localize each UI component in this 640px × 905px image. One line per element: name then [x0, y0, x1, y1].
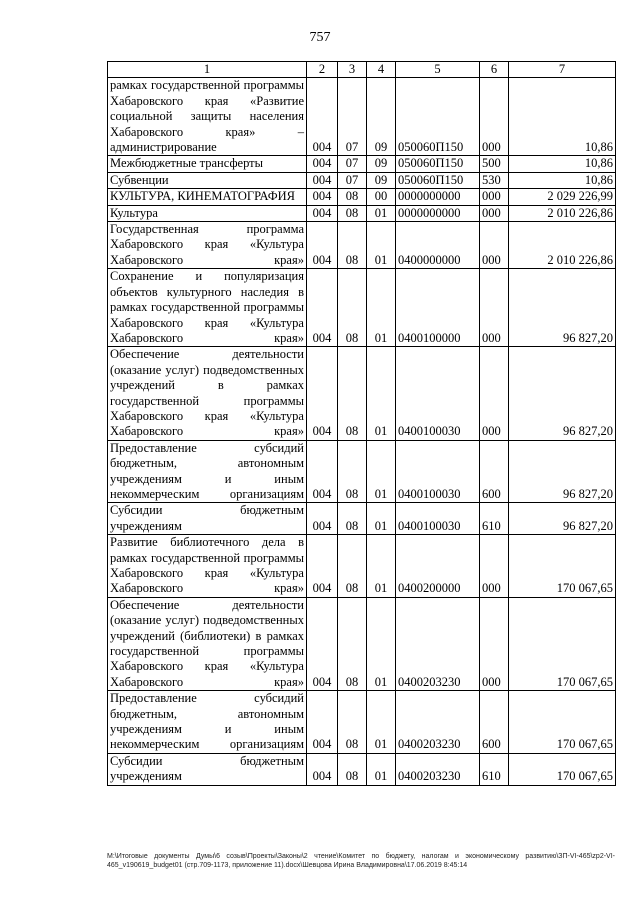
subsection-code-cell: 01 — [367, 503, 396, 535]
subsection-code-cell: 01 — [367, 753, 396, 785]
section-code-cell: 08 — [338, 205, 367, 221]
ministry-code-cell: 004 — [307, 156, 338, 172]
expense-type-cell: 610 — [480, 753, 509, 785]
section-code-cell: 08 — [338, 347, 367, 440]
ministry-code-cell: 004 — [307, 347, 338, 440]
ministry-code-cell: 004 — [307, 172, 338, 188]
target-article-cell: 0400203230 — [396, 753, 480, 785]
section-code-cell: 08 — [338, 535, 367, 598]
expense-type-cell: 000 — [480, 189, 509, 205]
table-row — [108, 222, 616, 269]
row-name-cell: КУЛЬТУРА, КИНЕМАТОГРАФИЯ — [108, 189, 307, 205]
row-name-cell: Субсидии бюджетным учреждениям — [108, 753, 307, 785]
section-code-cell: 08 — [338, 440, 367, 503]
target-article-cell: 0400200000 — [396, 535, 480, 598]
table-row — [108, 503, 616, 535]
expense-type-cell: 530 — [480, 172, 509, 188]
table-row — [108, 172, 616, 188]
amount-cell: 10,86 — [509, 78, 616, 156]
amount-cell: 96 827,20 — [509, 347, 616, 440]
table-row — [108, 535, 616, 598]
target-article-cell: 0400100000 — [396, 269, 480, 347]
expense-type-cell: 000 — [480, 269, 509, 347]
expense-type-cell: 600 — [480, 691, 509, 754]
ministry-code-cell: 004 — [307, 78, 338, 156]
amount-cell: 2 010 226,86 — [509, 222, 616, 269]
section-code-cell: 08 — [338, 753, 367, 785]
target-article-cell: 0400100030 — [396, 440, 480, 503]
ministry-code-cell: 004 — [307, 535, 338, 598]
section-code-cell: 08 — [338, 503, 367, 535]
section-code-cell: 08 — [338, 597, 367, 690]
header-cell: 7 — [509, 62, 616, 78]
target-article-cell: 0000000000 — [396, 189, 480, 205]
table-row — [108, 440, 616, 503]
subsection-code-cell: 01 — [367, 440, 396, 503]
row-name-cell: Субсидии бюджетным учреждениям — [108, 503, 307, 535]
amount-cell: 96 827,20 — [509, 269, 616, 347]
target-article-cell: 0400203230 — [396, 597, 480, 690]
amount-cell: 10,86 — [509, 172, 616, 188]
row-name-cell: Обеспечение деятельности (оказание услуг) подведомственных учреждений в рамках государственной программы Хабаровского края «Культура Хабаровского края» — [108, 347, 307, 440]
row-name-cell: Обеспечение деятельности (оказание услуг) подведомственных учреждений (библиотеки) в рамках государственной программы Хабаровского края «Культура Хабаровского края» — [108, 597, 307, 690]
table-row — [108, 691, 616, 754]
amount-cell: 96 827,20 — [509, 440, 616, 503]
subsection-code-cell: 01 — [367, 205, 396, 221]
expense-type-cell: 000 — [480, 347, 509, 440]
expense-type-cell: 000 — [480, 597, 509, 690]
ministry-code-cell: 004 — [307, 440, 338, 503]
amount-cell: 170 067,65 — [509, 597, 616, 690]
expense-type-cell: 000 — [480, 222, 509, 269]
expense-type-cell: 000 — [480, 78, 509, 156]
section-code-cell: 08 — [338, 189, 367, 205]
table-row — [108, 189, 616, 205]
amount-cell: 170 067,65 — [509, 753, 616, 785]
subsection-code-cell: 01 — [367, 269, 396, 347]
ministry-code-cell: 004 — [307, 189, 338, 205]
table-row — [108, 753, 616, 785]
expense-type-cell: 000 — [480, 205, 509, 221]
target-article-cell: 050060П150 — [396, 78, 480, 156]
expense-type-cell: 610 — [480, 503, 509, 535]
section-code-cell: 08 — [338, 269, 367, 347]
target-article-cell: 0400203230 — [396, 691, 480, 754]
ministry-code-cell: 004 — [307, 222, 338, 269]
amount-cell: 10,86 — [509, 156, 616, 172]
ministry-code-cell: 004 — [307, 597, 338, 690]
row-name-cell: Сохранение и популяризация объектов культурного наследия в рамках государственной программы Хабаровского края «Культура Хабаровского края» — [108, 269, 307, 347]
expense-type-cell: 000 — [480, 535, 509, 598]
table-row — [108, 269, 616, 347]
header-cell: 3 — [338, 62, 367, 78]
table-row — [108, 347, 616, 440]
subsection-code-cell: 00 — [367, 189, 396, 205]
document-path-footer: M:\Итоговые документы Думы\6 созыв\Проекты\Законы\2 чтение\Комитет по бюджету, налогам и экономическому развитию\ЗП-VI-465\zp2-VI-465_v190619_budget01 (стр.709-1173, приложение 11).docx\Шевцова Ирина Владимировна\17.06.2019 8:45:14 — [107, 853, 615, 869]
subsection-code-cell: 01 — [367, 222, 396, 269]
section-code-cell: 08 — [338, 691, 367, 754]
table-row — [108, 78, 616, 156]
table-row — [108, 597, 616, 690]
row-name-cell: Государственная программа Хабаровского края «Культура Хабаровского края» — [108, 222, 307, 269]
section-code-cell: 07 — [338, 172, 367, 188]
expense-type-cell: 500 — [480, 156, 509, 172]
expense-type-cell: 600 — [480, 440, 509, 503]
amount-cell: 96 827,20 — [509, 503, 616, 535]
target-article-cell: 0400100030 — [396, 347, 480, 440]
amount-cell: 2 029 226,99 — [509, 189, 616, 205]
target-article-cell: 050060П150 — [396, 172, 480, 188]
header-cell: 5 — [396, 62, 480, 78]
section-code-cell: 07 — [338, 156, 367, 172]
amount-cell: 2 010 226,86 — [509, 205, 616, 221]
subsection-code-cell: 01 — [367, 535, 396, 598]
ministry-code-cell: 004 — [307, 269, 338, 347]
amount-cell: 170 067,65 — [509, 691, 616, 754]
row-name-cell: Предоставление субсидий бюджетным, автономным учреждениям и иным некоммерческим организациям — [108, 440, 307, 503]
amount-cell: 170 067,65 — [509, 535, 616, 598]
ministry-code-cell: 004 — [307, 691, 338, 754]
table-header-row — [108, 62, 616, 78]
ministry-code-cell: 004 — [307, 503, 338, 535]
row-name-cell: Развитие библиотечного дела в рамках государственной программы Хабаровского края «Культура Хабаровского края» — [108, 535, 307, 598]
target-article-cell: 0000000000 — [396, 205, 480, 221]
subsection-code-cell: 01 — [367, 597, 396, 690]
subsection-code-cell: 09 — [367, 172, 396, 188]
subsection-code-cell: 01 — [367, 347, 396, 440]
row-name-cell: Культура — [108, 205, 307, 221]
table-row — [108, 205, 616, 221]
section-code-cell: 08 — [338, 222, 367, 269]
header-cell: 2 — [307, 62, 338, 78]
page-number: 757 — [309, 30, 331, 45]
ministry-code-cell: 004 — [307, 205, 338, 221]
header-cell: 1 — [108, 62, 307, 78]
row-name-cell: рамках государственной программы Хабаровского края «Развитие социальной защиты населения Хабаровского края» – администрирование — [108, 78, 307, 156]
header-cell: 4 — [367, 62, 396, 78]
subsection-code-cell: 09 — [367, 156, 396, 172]
table-body — [108, 62, 616, 786]
row-name-cell: Межбюджетные трансферты — [108, 156, 307, 172]
table-row — [108, 156, 616, 172]
target-article-cell: 0400100030 — [396, 503, 480, 535]
budget-table — [107, 61, 616, 786]
row-name-cell: Субвенции — [108, 172, 307, 188]
header-cell: 6 — [480, 62, 509, 78]
subsection-code-cell: 01 — [367, 691, 396, 754]
ministry-code-cell: 004 — [307, 753, 338, 785]
section-code-cell: 07 — [338, 78, 367, 156]
target-article-cell: 0400000000 — [396, 222, 480, 269]
subsection-code-cell: 09 — [367, 78, 396, 156]
target-article-cell: 050060П150 — [396, 156, 480, 172]
row-name-cell: Предоставление субсидий бюджетным, автономным учреждениям и иным некоммерческим организациям — [108, 691, 307, 754]
